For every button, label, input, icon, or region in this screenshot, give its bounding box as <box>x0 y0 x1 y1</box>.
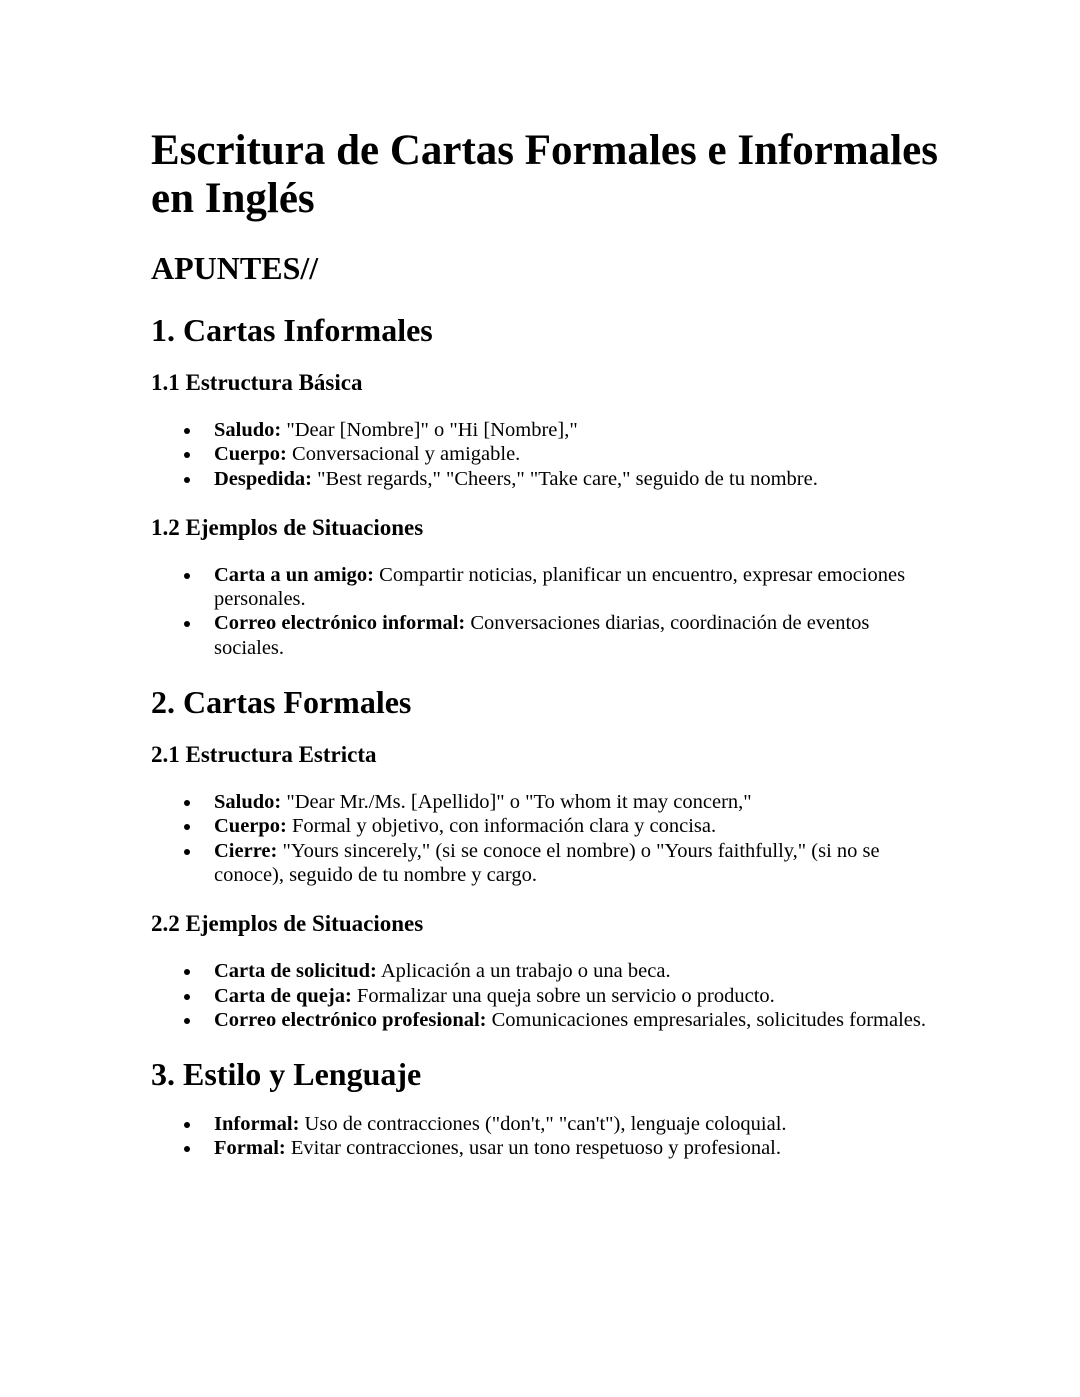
list-item-text: Evitar contracciones, usar un tono respetuoso y profesional. <box>285 1137 782 1160</box>
list-item-term: Saludo: <box>214 791 282 814</box>
list-item-term: Cierre: <box>214 839 278 862</box>
list-item <box>214 563 940 612</box>
subsection-heading: 2.1 Estructura Estricta <box>151 742 377 768</box>
list-item <box>214 839 940 888</box>
section-heading: 1. Cartas Informales <box>151 312 433 348</box>
subsection-heading: 2.2 Ejemplos de Situaciones <box>151 911 424 937</box>
bullet-list <box>151 790 940 887</box>
list-item-text: Formalizar una queja sobre un servicio o producto. <box>351 984 775 1007</box>
list-item <box>214 984 940 1008</box>
list-item-text: "Dear Mr./Ms. [Apellido]" o "To whom it may concern," <box>281 791 752 814</box>
section-heading: 3. Estilo y Lenguaje <box>151 1056 422 1093</box>
list-item <box>214 790 940 814</box>
list-item-text: Uso de contracciones ("don't," "can't"), lenguaje coloquial. <box>299 1113 787 1136</box>
document-title: Escritura de Cartas Formales e Informales en Inglés <box>151 127 938 222</box>
bullet-list <box>151 959 940 1032</box>
list-item-term: Carta de solicitud: <box>214 960 377 983</box>
list-item <box>214 467 940 491</box>
list-item-term: Cuerpo: <box>214 815 287 838</box>
list-item <box>214 1008 940 1032</box>
list-item-text: "Best regards," "Cheers," "Take care," seguido de tu nombre. <box>311 467 818 490</box>
list-item-text: Aplicación a un trabajo o una beca. <box>376 960 671 983</box>
list-item <box>214 959 940 983</box>
document-subtitle: APUNTES// <box>151 250 319 286</box>
list-item-term: Carta a un amigo: <box>214 563 375 586</box>
list-item-term: Cuerpo: <box>214 443 287 466</box>
list-item-term: Saludo: <box>214 419 282 441</box>
list-item-text: "Yours sincerely," (si se conoce el nombre) o "Yours faithfully," (si no se conoce), seguido de tu nombre y cargo. <box>214 839 880 886</box>
subsection-heading: 1.2 Ejemplos de Situaciones <box>151 514 424 540</box>
subsection-heading: 1.1 Estructura Básica <box>151 370 363 395</box>
list-item-text: Conversacional y amigable. <box>286 443 521 466</box>
list-item <box>214 418 940 442</box>
bullet-list <box>151 418 940 491</box>
list-item <box>214 814 940 838</box>
list-item-text: Compartir noticias, planificar un encuentro, expresar emociones personales. <box>214 563 906 611</box>
list-item-text: Conversaciones diarias, coordinación de eventos sociales. <box>214 612 870 659</box>
list-item-term: Carta de queja: <box>214 984 352 1007</box>
list-item <box>214 442 940 466</box>
list-item <box>214 611 940 660</box>
list-item-term: Formal: <box>214 1137 286 1160</box>
list-item-term: Informal: <box>214 1113 300 1136</box>
bullet-list <box>151 563 940 660</box>
list-item-term: Correo electrónico profesional: <box>214 1008 487 1031</box>
list-item-term: Despedida: <box>214 467 312 490</box>
list-item <box>214 1112 940 1136</box>
list-item-text: "Dear [Nombre]" o "Hi [Nombre]," <box>281 419 578 441</box>
section-heading: 2. Cartas Formales <box>151 684 412 721</box>
list-item-text: Formal y objetivo, con información clara y concisa. <box>286 815 717 838</box>
list-item-term: Correo electrónico informal: <box>214 612 466 635</box>
list-item-text: Comunicaciones empresariales, solicitudes formales. <box>486 1008 926 1031</box>
list-item <box>214 1136 940 1160</box>
bullet-list <box>151 1112 940 1161</box>
